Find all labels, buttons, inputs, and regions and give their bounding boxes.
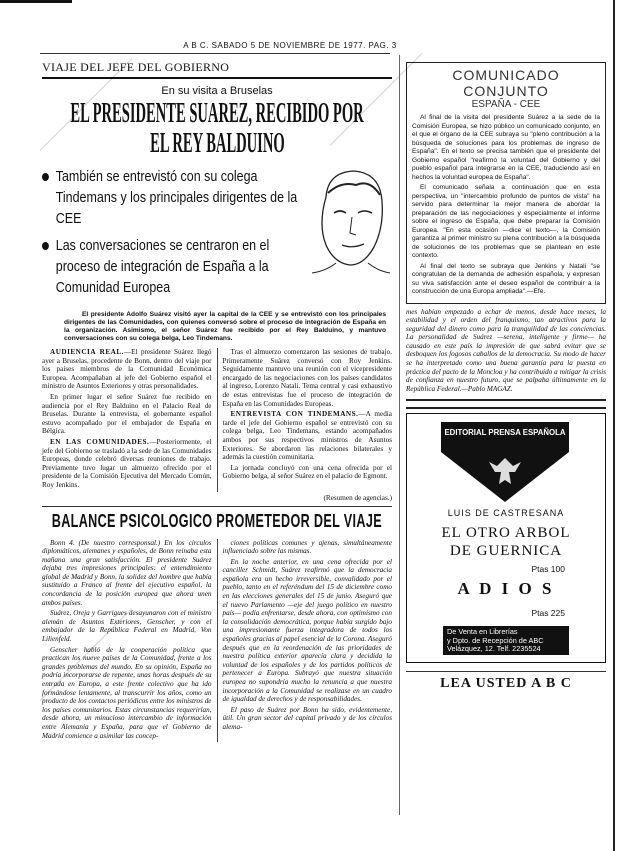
column-rule xyxy=(399,55,400,815)
balance-headline: BALANCE PSICOLOGICO PROMETEDOR DEL VIAJE xyxy=(51,510,383,531)
book-title: A D I O S xyxy=(457,579,555,599)
sale-line: y Dpto. de Recepción de ABC xyxy=(447,635,544,645)
subhead-bullet xyxy=(42,236,304,299)
article-columns xyxy=(42,348,392,492)
headline-line: EL PRESIDENTE SUAREZ, RECIBIDO POR xyxy=(70,98,364,129)
page-folio: A B C. SABADO 5 DE NOVIEMBRE DE 1977. PAG. 3 xyxy=(183,41,397,50)
paragraph: El paso de Suárez por Bonn ha sido, evidentemente, útil. Un gran sector del capital privado y de los círculos alema- xyxy=(222,705,392,731)
subhead-bullet xyxy=(42,167,304,230)
column-rule xyxy=(217,348,218,492)
subheads xyxy=(42,167,304,305)
paragraph xyxy=(223,348,393,408)
page-edge xyxy=(613,0,615,851)
bullet-icon xyxy=(42,173,49,181)
book-title: EL OTRO ARBOL xyxy=(441,525,571,542)
article-column-2 xyxy=(223,348,393,492)
divider xyxy=(42,506,392,507)
subhead-text: Las conversaciones se centraron en el proceso de integración de España a la Comunidad Europea xyxy=(55,238,270,296)
paragraph: En la noche anterior, en una cena ofrecida por el canciller Schmidt, Suárez reafirmó que la democracia española era un hecho irreversible, convalidado por el pueblo, tanto en el referéndum del 15 de diciembre como en las elecciones generales del 15 de junio. Aseguró que el nuevo Parlamento —eje del juego político en nuestro país— podía enfrentarse, desde ahora, con optimismo con la consolidación democrática, porque había surgido bajo una impresionante fuerza integradora de todos los españoles gracias al papel esencial de la Corona. Aseguró después que en la reordenación de las prioridades de nuestra política exterior aparecía clara y decidida la voluntad de los españoles y de los partidos políticos de pertenecer a Europa. Subrayó que nuestra situación europea no supondría mucho la renuncia a que nuestra incorporación a la Comunidad se realizase en un cuadro de igualdad de derechos y de responsabilidades. xyxy=(222,557,392,704)
right-column xyxy=(406,62,606,692)
paragraph: Genscher habló de la cooperación política que practican los nueve países de la Comunidad, frente a los grandes problemas del mundo. En su opinión, España no podría incorporarse de repente, unas horas después de su entrada en Europa, a este frente colectivo que ha ido formándose lentamente, al transcurrir los años, como un producto de los contactos periódicos entre los ministros de los países comunitarios. Estas circunstancias requerirían, desde ahora, un minucioso intercambio de información entre Alemania y España, para que el Gobierno de Madrid comience a asimilar las concep- xyxy=(42,645,212,740)
paragraph xyxy=(42,348,212,391)
book-author: LUIS DE CASTRESANA xyxy=(447,508,565,519)
book-title: DE GUERNICA xyxy=(449,543,563,560)
paragraph: ciones políticas comunes y ajenas, simultáneamente influenciado sobre las mismas. xyxy=(222,538,392,556)
paragraph-lead: ENTREVISTA CON TINDEMANS. xyxy=(230,410,359,419)
sale-line: De Venta en Librerías xyxy=(447,627,518,637)
article-signoff: (Resumen de agencias.) xyxy=(323,493,392,502)
article-column-1 xyxy=(42,348,212,492)
paragraph xyxy=(223,410,393,462)
column-rule xyxy=(217,539,218,743)
balance-continuation xyxy=(406,308,606,396)
paragraph: El comunicado señala a continuación que en esta perspectiva, un "intercambio profundo de puntos de vista" ha servido para determinar la mejor manera de abordar la preparación de las negociaciones y especialmente el informe sobre el ingreso de España, que debe preparar la Comisión Europea. "En esta ocasión —dice el texto—, la Comisión garantiza al primer ministro su plena contribución a la búsqueda de soluciones de los problemas que se plantean en este contexto. xyxy=(412,184,600,259)
paragraph-text: Tras el almuerzo comenzaron las sesiones de trabajo. Primeramente Suárez conversó con Roy Jenkins. Seguidamente mantuvo una reunión con el vicepresidente encargado de las negociaciones con los países candidatos al ingreso, Lorenzo Natali. Tema central y casi exhaustivo de estas entrevistas fue el proceso de integración de España en las Comunidades Europeas. xyxy=(222,348,392,408)
paragraph-text: —Posteriormente, el jefe del Gobierno se trasladó a la sede de las Comunidades Europeas, donde celebró diversas reuniones de trabajo. Previamente tuvo lugar un almuerzo ofrecido por el presidente de la Comisión Ejecutiva del Mercado Común, Roy Jenkins. xyxy=(42,437,212,489)
kicker: En su visita a Bruselas xyxy=(161,85,273,97)
section-label: VIAJE DEL JEFE DEL GOBIERNO xyxy=(42,60,392,79)
divider xyxy=(40,53,390,54)
paragraph-text: —El presidente Suárez llegó ayer a Bruselas, procedente de Bonn, dentro del viaje por los países miembros de la Comunidad Económica Europea. Acompañaban al jefe del Gobierno español el ministro de Asuntos Exteriores y otras personalidades. xyxy=(42,348,212,391)
paragraph xyxy=(223,464,393,481)
book-price: Ptas 225 xyxy=(531,608,565,619)
communique-title: COMUNICADO CONJUNTO xyxy=(452,67,560,99)
headline-line: EL REY BALDUINO xyxy=(149,128,285,159)
paragraph: mes habían empezado a echar de menos, desde hace meses, la estabilidad y el orden del franquismo, tan atractivos para la seguridad del dinero como para la tranquilidad de las conciencias. La personalidad de Suárez —serena, inteligente y firme— ha causado en este país la impresión de que sabrá evitar que se desboquen los fogosos caballos de la democracia. Su modo de hacer se ha interpretado como una buena garantía para la puesta en práctica del pacto de la Moncloa y ha contribuido a mitigar la crisis de confianza en nuestro futuro, que se palpaba últimamente en la República Federal.—Pablo MAGAZ. xyxy=(406,307,606,393)
main-article-area xyxy=(42,60,392,742)
communique-body xyxy=(412,114,600,297)
portrait-sketch-image xyxy=(306,167,392,275)
main-headline xyxy=(42,99,392,159)
top-edge-bar xyxy=(0,0,72,3)
communique-subtitle: ESPAÑA - CEE xyxy=(471,99,541,110)
subheads-row xyxy=(42,167,392,305)
bullet-icon xyxy=(42,242,49,250)
sale-info xyxy=(443,626,569,655)
lead-caption: El presidente Adolfo Suárez visitó ayer la capital de la CEE y se entrevistó con los principales dirigentes de las Comunidades, con quienes conversó sobre el proceso de integración de España en la organización. Asimismo, el señor Suárez fue recibido por el Rey Balduino, y mantuvo conversaciones con su colega belga, Leo Tindemans. xyxy=(64,311,386,342)
paragraph-text: La jornada concluyó con una cena ofrecida por el Gobierno belga, al señor Suárez en el palacio de Egmont. xyxy=(222,463,392,481)
paragraph-lead: AUDIENCIA REAL. xyxy=(50,348,124,356)
paragraph-lead: EN LAS COMUNIDADES. xyxy=(50,437,150,446)
sale-line: Velázquez, 12. Telf. 2235524 xyxy=(447,644,541,654)
paragraph: Al final del texto se subraya que Jenkins y Natali "se congratulan de la demanda de adhesión española, y expresan su viva satisfacción ante el deseo español de contribuir a la construcción de una Europa ampliada".—Efe. xyxy=(412,262,600,295)
balance-columns xyxy=(42,539,392,743)
balance-column-1 xyxy=(42,539,212,743)
footer-slogan: LEA USTED A B C xyxy=(406,671,606,692)
paragraph: Al final de la visita del presidente Suárez a la sede de la Comisión Europea, se hizo público un comunicado conjunto, en el que el órgano de la CEE subraya su "pleno contribución a la búsqueda de soluciones para los problemas de ingreso de España". En el texto se precisa también que el presidente del Gobierno español "reafirmó la voluntad del Gobierno y del pueblo español para integrarse en la CEE, traduciendo así en hechos la voluntad europea de España". xyxy=(412,114,600,181)
paragraph xyxy=(42,393,212,436)
paragraph-text: En primer lugar el señor Suárez fue recibido en audiencia por el Rey Balduino en el Palacio Real de Bruselas. Durante la entrevista, el gobernante español estuvo acompañado por el embajador de España en Bélgica. xyxy=(42,392,212,436)
balance-column-2 xyxy=(223,539,393,743)
publisher-name: EDITORIAL PRENSA ESPAÑOLA xyxy=(444,428,566,438)
paragraph xyxy=(42,438,212,490)
book-advertisement xyxy=(406,413,606,663)
book-price: Ptas 100 xyxy=(531,564,565,575)
divider xyxy=(406,399,606,409)
paragraph: Bonn 4. (De nuestro corresponsal.) En los círculos diplomáticos, alemanes y españoles, de Bonn reinaba esta mañana una gran satisfacción. El presidente Suárez dejaba tres impresiones principales: el entendimiento global de Madrid y Bonn, la solidez del hombre que había sustituido a Franco al frente del ejecutivo español, la concordancia de la posición europea que ahora unen ambos países. xyxy=(42,538,212,607)
paragraph: Suárez, Oreja y Garrigues desayunaron con el ministro alemán de Asuntos Exteriores, Genscher, y con el embajador de la República Federal en Madrid, Von Lilienfeld. xyxy=(42,609,212,644)
communique-box xyxy=(406,62,606,304)
subhead-text: También se entrevistó con su colega Tindemans y los principales dirigentes de la CEE xyxy=(55,169,298,227)
paragraph-text: —A media tarde el jefe del Gobierno español se entrevistó con su colega belga, Leo Tindemans, estando acompañados ambos por sus respectivos ministros de Asuntos Exteriores. Se abordaron las relaciones bilaterales y además la cuestión comunitaria. xyxy=(222,410,392,462)
